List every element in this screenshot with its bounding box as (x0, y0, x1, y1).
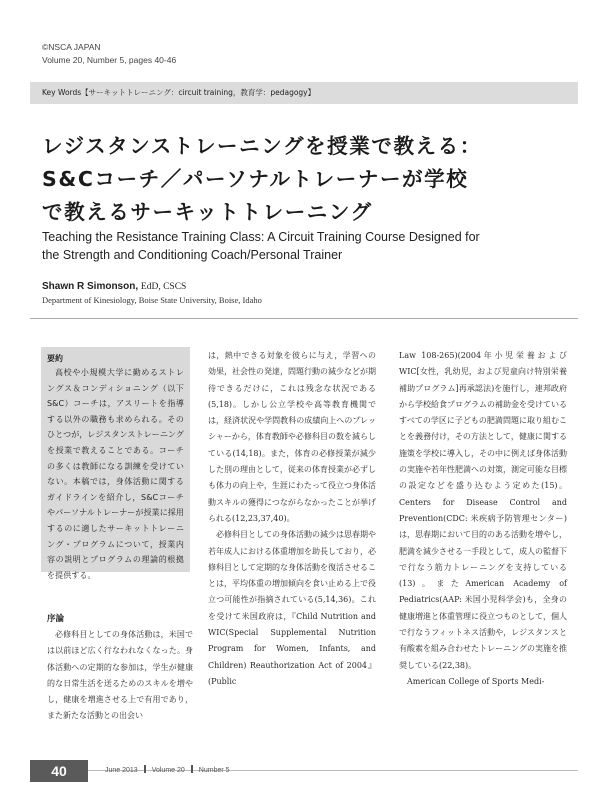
column-3 (399, 348, 567, 690)
title-en-line-2: the Strength and Conditioning Coach/Personal Trainer (42, 248, 343, 262)
intro-paragraph-1-cont: は，熱中できる対象を彼らに与え，学習への効果，社会性の発達，問題行動の減少などが期待できるだけに，これは残念な状況である(5,18)。しかし公立学校や高等教育機関では，経済状況や学問教科の成績向上へのプレッシャーから，体育教師や必修科目の数を減らしている(14,18)。また，体育の必修授業が減少した別の理由として，従来の体育授業が必ずしも体力の向上や，生涯にわたって役立つ身体活動スキルの獲得につながらなかったことが挙げられる(12,23,37,40)。 (208, 351, 376, 523)
volume-line: Volume 20, Number 5, pages 40-46 (42, 54, 177, 65)
copyright: ©NSCA JAPAN (42, 42, 101, 52)
page-number: 40 (30, 760, 88, 782)
author-credentials: EdD, CSCS (140, 282, 187, 292)
author-line (42, 281, 186, 292)
header-divider (30, 318, 578, 319)
title-jp-line-3: で教えるサーキットトレーニング (42, 200, 373, 224)
intro-paragraph-1: 必修科目としての身体活動は，米国では以前ほど広く行なわれなくなった。身体活動への定期的な参加は，学生が健康的な日常生活を送るためのスキルを増やし，健康を増進させる上で有用であり，また新たな活動との出会い (47, 630, 193, 721)
author-name: Shawn R Simonson, (42, 281, 139, 292)
keywords-bar: Key Words【サーキットトレーニング：circuit training，教育学：pedagogy】 (30, 82, 578, 104)
column-2 (208, 348, 376, 690)
title-english (42, 228, 577, 264)
intro-paragraph-2: 必修科目としての身体活動の減少は思春期や若年成人における体重増加を助長しており，必修科目として定期的な身体活動を復活させることは，平均体重の増加傾向を食い止める上で役立つ可能性が指摘されている(5,14,36)。これを受けて米国政府は，『Child Nutrition and WIC(Special Supplemental Nutrition Program for Women, Infants, and Children) Reauthorization Act of 2004』(Public (208, 530, 376, 686)
intro-heading: 序論 (47, 614, 65, 624)
abstract-body: 高校や小規模大学に勤めるストレングス＆コンディショニング（以下S&C）コーチは，アスリートを指導する以外の職務も求められる。そのひとつが，レジスタンストレーニングを授業で教えることである。コーチの多くは教師になる訓練を受けていない。本稿では，身体活動に関するガイドラインを紹介し，S&Cコーチやパーソナルトレーナーが授業に採用するのに適したサーキットトレーニング・プログラムについて，授業内容の説明とプログラムの理論的根拠を提供する。 (47, 368, 184, 580)
abstract-heading: 要約 (47, 354, 63, 363)
publication-info (42, 41, 176, 66)
title-jp-line-1: レジスタンストレーニングを授業で教える： (42, 134, 482, 158)
intro-paragraph-2-cont: Law 108-265)(2004年小児栄養およびWIC[女性，乳幼児，および児童向け特別栄養補助プログラム]再承認法)を施行し，連邦政府から学校給食プログラムの補助金を受けているすべての学区に子どもの肥満問題に取り組むことを義務付け，その方法として，健康に関する施策を学校に導入し，その中に例えば身体活動の実施や若年性肥満への対策，測定可能な目標の設定などを盛り込むよう定めた(15)。Centers for Disease Control and Prevention(CDC: 米疾病予防管理センター)は，思春期において目的のある活動を増やし，肥満を減少させる一手段として，成人の監督下で行なう筋力トレーニングを支持している(13)。またAmerican Academy of Pediatrics(AAP: 米国小児科学会)も，全身の健康増進と体重管理に役立つものとして，個人で行なうフィットネス活動や，レジスタンスと有酸素を組み合わせたトレーニングの実施を推奨している(22,38)。 (399, 351, 567, 670)
footer-date: June 2013 (105, 767, 138, 774)
column-1 (47, 627, 193, 725)
footer-info (105, 765, 230, 774)
title-en-line-1: Teaching the Resistance Training Class: A Circuit Training Course Designed for (42, 230, 480, 244)
footer-separator (144, 765, 146, 773)
title-jp-line-2: S&Cコーチ／パーソナルトレーナーが学校 (42, 167, 469, 191)
footer-number: Number 5 (198, 767, 230, 774)
footer-volume: Volume 20 (151, 767, 185, 774)
footer-separator (191, 765, 193, 773)
intro-paragraph-3: American College of Sports Medi- (407, 676, 545, 686)
author-affiliation: Department of Kinesiology, Boise State University, Boise, Idaho (42, 295, 262, 305)
title-japanese (42, 130, 572, 229)
abstract-box (41, 347, 190, 580)
